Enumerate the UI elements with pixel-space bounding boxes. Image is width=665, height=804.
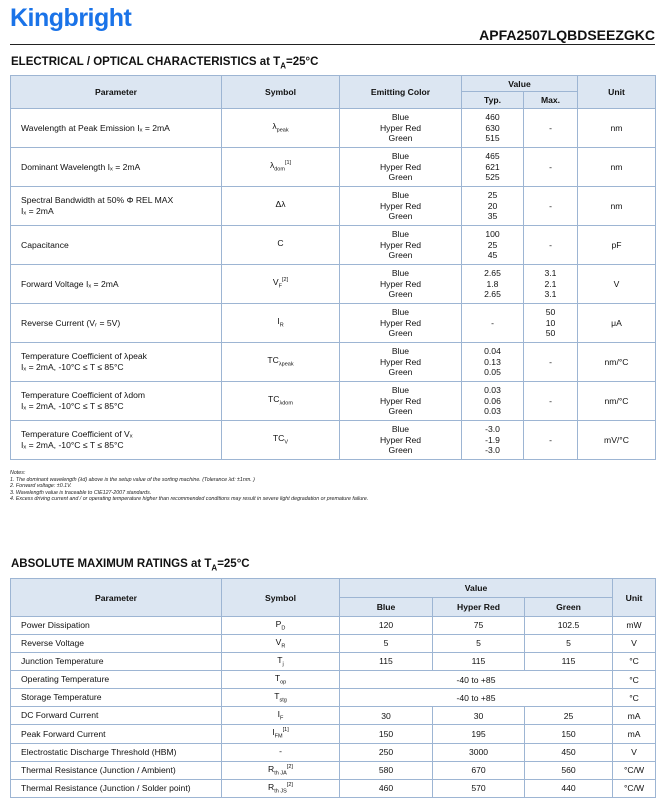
amr-section-title [11, 558, 250, 572]
amr-symbol: V [275, 636, 282, 647]
amr-unit-cell: V [613, 743, 656, 761]
amr-blue-cell: 115 [340, 653, 433, 671]
amr-symbol-cell [222, 653, 340, 671]
amr-symbol-sub: op [280, 679, 287, 686]
amr-param-cell: Thermal Resistance (Junction / Ambient) [11, 761, 222, 779]
eo-symbol-cell [222, 109, 340, 148]
eo-symbol-sub: F [278, 284, 282, 291]
amr-blue-cell: 30 [340, 707, 433, 725]
amr-unit-cell: °C [613, 689, 656, 707]
eo-symbol: C [277, 238, 284, 249]
eo-colors-cell: Blue Hyper Red Green [340, 304, 462, 343]
eo-table-row [11, 109, 656, 148]
amr-param-cell: Junction Temperature [11, 653, 222, 671]
amr-header-parameter: Parameter [11, 579, 222, 617]
eo-title-text: ELECTRICAL / OPTICAL CHARACTERISTICS at T [11, 56, 281, 68]
amr-symbol: I [272, 727, 275, 738]
amr-green-cell: 5 [525, 635, 613, 653]
eo-table-row [11, 265, 656, 304]
amr-param-cell: Thermal Resistance (Junction / Solder point) [11, 779, 222, 797]
eo-max-cell: - [524, 382, 578, 421]
eo-param-cell [11, 226, 222, 265]
eo-unit-cell: pF [578, 226, 656, 265]
eo-unit-cell: nm [578, 148, 656, 187]
eo-table-row [11, 304, 656, 343]
amr-symbol-cell [222, 761, 340, 779]
eo-symbol-note: [2] [281, 277, 289, 284]
absolute-max-ratings-table [10, 578, 656, 798]
amr-table-body [11, 617, 656, 798]
amr-symbol-cell [222, 725, 340, 743]
eo-typ-cell: 0.03 0.06 0.03 [462, 382, 524, 421]
amr-symbol-sub: D [281, 625, 286, 632]
amr-symbol: P [275, 618, 282, 629]
note-4: 4. Excess driving current and / or operating temperature higher than recommended conditions may result in severe light degradation or premature failure. [10, 496, 369, 503]
amr-table-row [11, 671, 656, 689]
eo-symbol-note: [1] [284, 160, 292, 167]
eo-param-cell [11, 187, 222, 226]
amr-green-cell: 560 [525, 761, 613, 779]
amr-symbol-cell [222, 779, 340, 797]
amr-symbol-cell [222, 635, 340, 653]
eo-symbol-sub: λpeak [278, 362, 294, 369]
amr-symbol-sub: th JA [274, 770, 287, 777]
amr-hyper-red-cell: 75 [433, 617, 525, 635]
amr-table-row [11, 725, 656, 743]
amr-param-cell: Storage Temperature [11, 689, 222, 707]
amr-symbol: I [277, 709, 280, 720]
eo-typ-cell: 465 621 525 [462, 148, 524, 187]
amr-symbol-sub: R [281, 643, 286, 650]
amr-param-cell: Electrostatic Discharge Threshold (HBM) [11, 743, 222, 761]
header-divider [10, 44, 655, 45]
amr-hyper-red-cell: 670 [433, 761, 525, 779]
amr-symbol: R [268, 763, 275, 774]
eo-typ-cell: 0.04 0.13 0.05 [462, 343, 524, 382]
eo-typ-cell: - [462, 304, 524, 343]
page-header [0, 0, 665, 44]
amr-blue-cell: 580 [340, 761, 433, 779]
col-header-unit: Unit [578, 76, 656, 109]
amr-table-row [11, 635, 656, 653]
eo-typ-cell: 2.65 1.8 2.65 [462, 265, 524, 304]
eo-param-line2: Iₓ = 2mA, -10°C ≤ T ≤ 85°C [21, 362, 124, 372]
amr-blue-cell: 120 [340, 617, 433, 635]
notes-block [10, 470, 368, 503]
amr-hyper-red-cell: 115 [433, 653, 525, 671]
eo-colors-cell: Blue Hyper Red Green [340, 265, 462, 304]
amr-hyper-red-cell: 5 [433, 635, 525, 653]
amr-symbol-cell [222, 689, 340, 707]
amr-hyper-red-cell: 195 [433, 725, 525, 743]
amr-header-green: Green [525, 598, 613, 617]
eo-symbol-sub: λdom [279, 401, 293, 408]
amr-header-blue: Blue [340, 598, 433, 617]
amr-green-cell: 102.5 [525, 617, 613, 635]
eo-param-line1: Reverse Current (Vᵣ = 5V) [21, 317, 121, 328]
amr-symbol-note: [2] [286, 781, 293, 788]
amr-param-cell: Operating Temperature [11, 671, 222, 689]
eo-param-cell [11, 148, 222, 187]
eo-unit-cell: V [578, 265, 656, 304]
eo-table-row [11, 226, 656, 265]
amr-green-cell: 25 [525, 707, 613, 725]
eo-colors-cell: Blue Hyper Red Green [340, 382, 462, 421]
eo-title-suffix: =25°C [285, 56, 319, 68]
amr-table-row [11, 653, 656, 671]
amr-symbol-note: [2] [286, 763, 293, 770]
eo-typ-cell: 460 630 515 [462, 109, 524, 148]
eo-colors-cell: Blue Hyper Red Green [340, 226, 462, 265]
eo-symbol-cell [222, 421, 340, 460]
amr-symbol: T [274, 673, 281, 684]
amr-unit-cell: °C/W [613, 779, 656, 797]
eo-param-line1: Temperature Coefficient of Vₓ [21, 429, 133, 439]
amr-param-cell: Peak Forward Current [11, 725, 222, 743]
amr-table-row [11, 779, 656, 797]
amr-hyper-red-cell: 3000 [433, 743, 525, 761]
amr-unit-cell: °C [613, 671, 656, 689]
eo-typ-cell: -3.0 -1.9 -3.0 [462, 421, 524, 460]
eo-symbol: Δλ [275, 199, 286, 210]
eo-max-cell: 3.1 2.1 3.1 [524, 265, 578, 304]
amr-param-cell: Reverse Voltage [11, 635, 222, 653]
eo-symbol: λ [269, 160, 275, 171]
eo-symbol-cell [222, 187, 340, 226]
eo-param-line1: Temperature Coefficient of λpeak [21, 351, 147, 361]
eo-section-title [11, 56, 318, 70]
eo-symbol: TC [268, 394, 280, 405]
eo-symbol-cell [222, 265, 340, 304]
amr-table-row [11, 707, 656, 725]
col-header-emitting-color: Emitting Color [340, 76, 462, 109]
amr-blue-cell: 250 [340, 743, 433, 761]
amr-title-text: ABSOLUTE MAXIMUM RATINGS at T [11, 558, 212, 570]
eo-symbol-cell [222, 343, 340, 382]
amr-table-row [11, 617, 656, 635]
eo-param-cell [11, 421, 222, 460]
amr-unit-cell: °C/W [613, 761, 656, 779]
eo-symbol-sub: peak [276, 128, 289, 135]
amr-param-cell: Power Dissipation [11, 617, 222, 635]
note-3: 3. Wavelength value is traceable to CIE127-2007 standards. [10, 489, 152, 496]
amr-table-row [11, 689, 656, 707]
eo-max-cell: - [524, 109, 578, 148]
col-header-typ: Typ. [462, 92, 524, 109]
eo-table-row [11, 421, 656, 460]
amr-blue-cell: 5 [340, 635, 433, 653]
eo-table-row [11, 343, 656, 382]
amr-merged-value-cell: -40 to +85 [340, 689, 613, 707]
amr-green-cell: 440 [525, 779, 613, 797]
amr-symbol-cell [222, 617, 340, 635]
eo-colors-cell: Blue Hyper Red Green [340, 148, 462, 187]
eo-unit-cell: mV/°C [578, 421, 656, 460]
amr-title-sub: A [211, 563, 218, 573]
eo-param-cell [11, 304, 222, 343]
eo-param-line1: Spectral Bandwidth at 50% Φ REL MAX [21, 195, 174, 205]
eo-unit-cell: nm [578, 187, 656, 226]
eo-symbol-cell [222, 382, 340, 421]
eo-symbol-sub: V [284, 440, 289, 447]
eo-title-sub: A [280, 61, 286, 71]
amr-symbol-sub: F [280, 715, 284, 722]
amr-symbol-cell [222, 743, 340, 761]
eo-param-cell [11, 382, 222, 421]
col-header-symbol: Symbol [222, 76, 340, 109]
amr-unit-cell: mA [613, 725, 656, 743]
eo-symbol: TC [267, 355, 279, 366]
amr-symbol-note: [1] [282, 727, 289, 734]
note-1: 1. The dominant wavelength (λd) above is the setup value of the sorting machine. (Tolerance λd: ±1nm. ) [10, 476, 255, 483]
eo-symbol: V [272, 277, 279, 288]
part-number: APFA2507LQBDSEEZGKC [479, 27, 655, 43]
amr-unit-cell: V [613, 635, 656, 653]
amr-symbol-sub: FM [274, 734, 283, 741]
eo-symbol-sub: dom [274, 167, 285, 174]
eo-unit-cell: nm/°C [578, 382, 656, 421]
amr-merged-value-cell: -40 to +85 [340, 671, 613, 689]
eo-max-cell: 50 10 50 [524, 304, 578, 343]
amr-table-row [11, 761, 656, 779]
eo-symbol: λ [272, 121, 277, 132]
amr-symbol-cell [222, 707, 340, 725]
amr-symbol-sub: stg [279, 697, 287, 704]
eo-param-line2: Iₓ = 2mA, -10°C ≤ T ≤ 85°C [21, 401, 124, 411]
amr-header-unit: Unit [613, 579, 656, 617]
eo-symbol: I [277, 316, 280, 327]
amr-green-cell: 450 [525, 743, 613, 761]
amr-header-hyper-red: Hyper Red [433, 598, 525, 617]
eo-max-cell: - [524, 343, 578, 382]
amr-hyper-red-cell: 570 [433, 779, 525, 797]
amr-unit-cell: mA [613, 707, 656, 725]
eo-max-cell: - [524, 421, 578, 460]
col-header-max: Max. [524, 92, 578, 109]
eo-colors-cell: Blue Hyper Red Green [340, 343, 462, 382]
eo-symbol: TC [272, 433, 285, 444]
electrical-optical-table [10, 75, 656, 460]
eo-max-cell: - [524, 187, 578, 226]
amr-param-cell: DC Forward Current [11, 707, 222, 725]
eo-param-cell [11, 343, 222, 382]
col-header-value: Value [462, 76, 578, 92]
amr-header-symbol: Symbol [222, 579, 340, 617]
eo-param-line1: Capacitance [21, 239, 69, 250]
amr-symbol: T [274, 691, 280, 702]
eo-param-line2: Iₓ = 2mA, -10°C ≤ T ≤ 85°C [21, 440, 124, 450]
brand-logo: Kingbright [10, 4, 132, 32]
eo-param-cell [11, 109, 222, 148]
amr-symbol: R [268, 781, 275, 792]
eo-typ-cell: 100 25 45 [462, 226, 524, 265]
eo-param-line2: Iₓ = 2mA [21, 206, 54, 216]
note-2: 2. Forward voltage: ±0.1V. [10, 483, 72, 490]
eo-colors-cell: Blue Hyper Red Green [340, 421, 462, 460]
eo-param-line1: Wavelength at Peak Emission Iₓ = 2mA [21, 122, 170, 133]
eo-param-line1: Temperature Coefficient of λdom [21, 390, 146, 400]
eo-table-body [11, 109, 656, 460]
amr-unit-cell: mW [613, 617, 656, 635]
eo-unit-cell: nm/°C [578, 343, 656, 382]
eo-table-row [11, 148, 656, 187]
eo-max-cell: - [524, 148, 578, 187]
eo-param-line1: Dominant Wavelength Iₓ = 2mA [21, 161, 141, 172]
amr-green-cell: 150 [525, 725, 613, 743]
eo-colors-cell: Blue Hyper Red Green [340, 187, 462, 226]
amr-symbol: - [279, 745, 282, 756]
eo-colors-cell: Blue Hyper Red Green [340, 109, 462, 148]
amr-symbol-cell [222, 671, 340, 689]
amr-header-value: Value [340, 579, 613, 598]
eo-unit-cell: μA [578, 304, 656, 343]
amr-symbol-sub: th JS [274, 788, 287, 795]
eo-typ-cell: 25 20 35 [462, 187, 524, 226]
eo-unit-cell: nm [578, 109, 656, 148]
amr-hyper-red-cell: 30 [433, 707, 525, 725]
amr-blue-cell: 150 [340, 725, 433, 743]
col-header-parameter: Parameter [11, 76, 222, 109]
note-heading: Notes: [10, 470, 26, 476]
eo-table-row [11, 187, 656, 226]
amr-green-cell: 115 [525, 653, 613, 671]
amr-title-suffix: =25°C [217, 558, 250, 570]
eo-symbol-cell [222, 226, 340, 265]
amr-blue-cell: 460 [340, 779, 433, 797]
amr-symbol-sub: j [282, 661, 284, 668]
amr-unit-cell: °C [613, 653, 656, 671]
amr-symbol: T [277, 655, 283, 666]
eo-max-cell: - [524, 226, 578, 265]
eo-table-row [11, 382, 656, 421]
eo-param-line1: Forward Voltage Iₓ = 2mA [21, 278, 119, 289]
eo-symbol-sub: R [279, 323, 284, 330]
amr-table-row [11, 743, 656, 761]
eo-param-cell [11, 265, 222, 304]
eo-symbol-cell [222, 304, 340, 343]
eo-symbol-cell [222, 148, 340, 187]
